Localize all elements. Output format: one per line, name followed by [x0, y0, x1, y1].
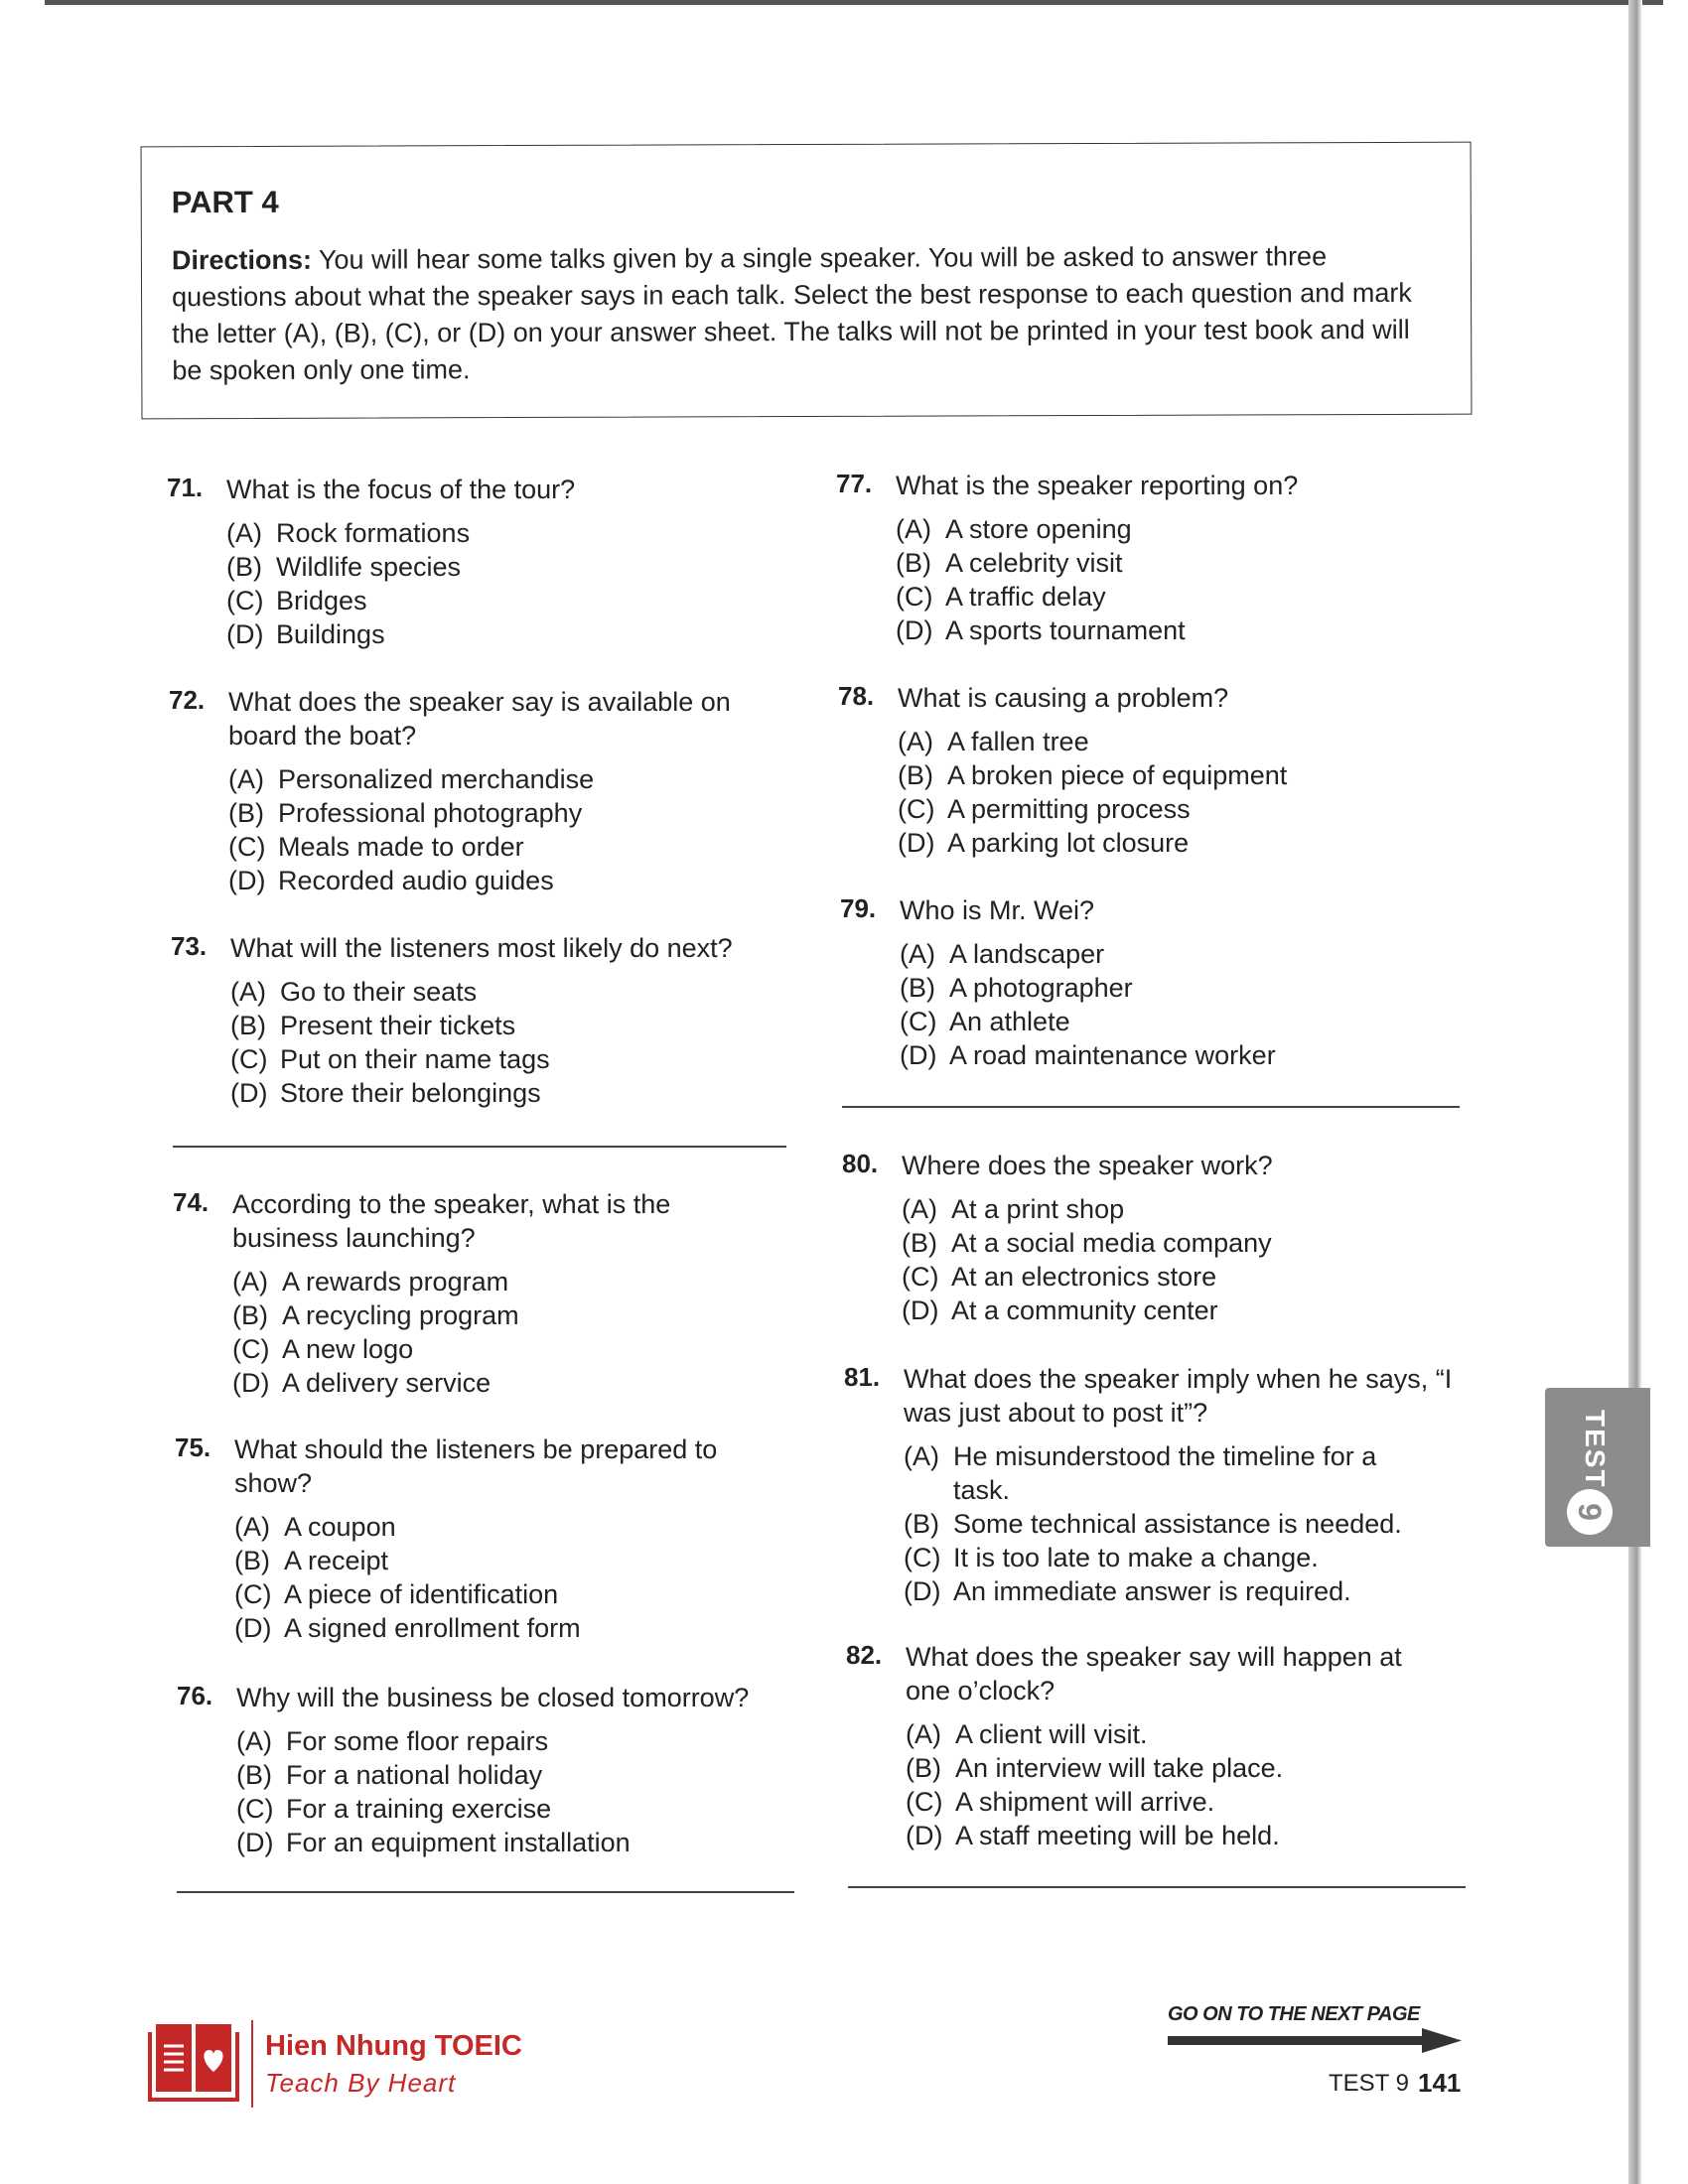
option-c: (C) Meals made to order [228, 832, 524, 862]
question-text: What is the speaker reporting on? [896, 471, 1299, 500]
option-list [896, 512, 1472, 647]
question-77 [836, 469, 1472, 647]
option-c: (C) A shipment will arrive. [906, 1787, 1215, 1817]
option-list [228, 762, 804, 897]
question-text: Who is Mr. Wei? [900, 895, 1095, 925]
option-b: (B) Present their tickets [230, 1011, 516, 1040]
footer-test-label: TEST 9 [1329, 2070, 1409, 2097]
option-a: (A) For some floor repairs [236, 1726, 549, 1756]
option-b: (B) Some technical assistance is needed. [904, 1509, 1402, 1539]
option-d: (D) A road maintenance worker [900, 1040, 1276, 1070]
option-b: (B) Professional photography [228, 798, 583, 828]
option-a: (A) A coupon [234, 1512, 396, 1542]
option-d: (D) Store their belongings [230, 1078, 541, 1108]
question-number: 82. [846, 1640, 883, 1670]
directions-label: Directions: [171, 244, 313, 276]
option-b: (B) Wildlife species [226, 552, 462, 582]
arrow-right-icon [1168, 2026, 1466, 2056]
question-number: 72. [169, 685, 206, 715]
section-divider [842, 1106, 1460, 1108]
question-81 [844, 1362, 1479, 1608]
question-74 [173, 1187, 808, 1400]
option-a: (A) A client will visit. [906, 1719, 1148, 1749]
option-d: (D) At a community center [902, 1296, 1218, 1325]
question-text: According to the speaker, what is the business launching? [232, 1189, 671, 1253]
option-c: (C) A piece of identification [234, 1579, 559, 1609]
question-number: 79. [840, 893, 877, 923]
question-73 [171, 931, 806, 1110]
directions-box [141, 142, 1473, 420]
option-c: (C) A traffic delay [896, 582, 1106, 612]
option-list [230, 975, 806, 1110]
option-d: (D) Recorded audio guides [228, 866, 554, 895]
option-b: (B) A photographer [900, 973, 1133, 1003]
question-number: 76. [177, 1681, 213, 1710]
directions-text [172, 238, 1438, 389]
question-number: 73. [171, 931, 208, 961]
question-text: What does the speaker imply when he says, “I was just about to post it”? [904, 1364, 1453, 1428]
option-a: (A) Personalized merchandise [228, 764, 595, 794]
question-72 [169, 685, 804, 897]
question-text: What will the listeners most likely do next? [230, 933, 733, 963]
option-b: (B) A celebrity visit [896, 548, 1123, 578]
section-divider [177, 1891, 794, 1893]
option-a: (A) Rock formations [226, 518, 471, 548]
option-a: (A) Go to their seats [230, 977, 478, 1007]
question-text: Why will the business be closed tomorrow? [236, 1683, 750, 1712]
question-text: What should the listeners be prepared to show? [234, 1434, 718, 1498]
question-text: Where does the speaker work? [902, 1151, 1273, 1180]
option-list [898, 725, 1474, 860]
question-text: What does the speaker say is available on board the boat? [228, 687, 731, 751]
option-a: (A) He misunderstood the timeline for a task. [904, 1441, 1377, 1505]
open-book-heart-icon [144, 2022, 243, 2106]
question-text: What is the focus of the tour? [226, 475, 576, 504]
option-c: (C) A permitting process [898, 794, 1191, 824]
option-a: (A) A landscaper [900, 939, 1105, 969]
option-a: (A) A rewards program [232, 1267, 509, 1297]
option-b: (B) A broken piece of equipment [898, 760, 1288, 790]
option-c: (C) A new logo [232, 1334, 414, 1364]
option-a: (A) A store opening [896, 514, 1132, 544]
option-d: (D) A signed enrollment form [234, 1613, 581, 1643]
option-c: (C) Put on their name tags [230, 1044, 550, 1074]
option-list [234, 1510, 810, 1645]
option-a: (A) At a print shop [902, 1194, 1125, 1224]
question-80 [842, 1149, 1477, 1327]
brand-tagline: Teach By Heart [265, 2068, 457, 2098]
question-text: What is causing a problem? [898, 683, 1229, 713]
tab-label: TEST [1580, 1410, 1611, 1489]
question-76 [177, 1681, 812, 1859]
option-d: (D) A parking lot closure [898, 828, 1190, 858]
option-list [232, 1265, 808, 1400]
question-number: 80. [842, 1149, 879, 1178]
option-d: (D) A delivery service [232, 1368, 492, 1398]
question-number: 78. [838, 681, 875, 711]
question-82 [846, 1640, 1481, 1852]
option-c: (C) At an electronics store [902, 1262, 1217, 1292]
logo-separator [251, 2020, 253, 2108]
question-78 [838, 681, 1474, 860]
option-b: (B) A receipt [234, 1546, 389, 1575]
option-c: (C) Bridges [226, 586, 367, 615]
next-page-text: GO ON TO THE NEXT PAGE [1168, 2003, 1420, 2025]
option-d: (D) A staff meeting will be held. [906, 1821, 1280, 1850]
option-d: (D) Buildings [226, 619, 385, 649]
option-b: (B) At a social media company [902, 1228, 1272, 1258]
option-list [902, 1192, 1477, 1327]
section-divider [848, 1886, 1466, 1888]
question-number: 74. [173, 1187, 210, 1217]
question-number: 71. [167, 473, 204, 502]
option-d: (D) A sports tournament [896, 615, 1186, 645]
option-d: (D) An immediate answer is required. [904, 1576, 1351, 1606]
top-rule [45, 0, 1663, 5]
question-79 [840, 893, 1476, 1072]
option-d: (D) For an equipment installation [236, 1828, 631, 1857]
option-list [904, 1439, 1479, 1608]
option-list [906, 1717, 1481, 1852]
part-title: PART 4 [171, 184, 279, 220]
test-side-tab [1545, 1388, 1650, 1547]
option-list [226, 516, 802, 651]
question-71 [167, 473, 802, 651]
option-b: (B) An interview will take place. [906, 1753, 1284, 1783]
option-b: (B) A recycling program [232, 1300, 519, 1330]
page-number: 141 [1418, 2068, 1462, 2098]
option-list [236, 1724, 812, 1859]
option-c: (C) For a training exercise [236, 1794, 552, 1824]
option-list [900, 937, 1476, 1072]
option-a: (A) A fallen tree [898, 727, 1089, 756]
option-c: (C) It is too late to make a change. [904, 1543, 1319, 1572]
directions-body: You will hear some talks given by a single speaker. You will be asked to answer three questions about what the speaker says in each talk. Select the best response to each question and mark the letter (A), (B), (C), or (D) on your answer sheet. The talks will not be printed in your test book and will be spoken only one time. [172, 241, 1412, 386]
brand-logo [144, 2020, 561, 2110]
tab-number: 9 [1567, 1489, 1613, 1535]
section-divider [173, 1146, 786, 1148]
question-number: 75. [175, 1433, 211, 1462]
option-b: (B) For a national holiday [236, 1760, 543, 1790]
page-edge-shadow [1628, 0, 1642, 2184]
next-page-indicator [1168, 2003, 1466, 2061]
option-c: (C) An athlete [900, 1007, 1070, 1036]
brand-name: Hien Nhung TOEIC [265, 2030, 522, 2062]
question-number: 81. [844, 1362, 881, 1392]
question-75 [175, 1433, 810, 1645]
question-number: 77. [836, 469, 873, 498]
question-text: What does the speaker say will happen at one o’clock? [906, 1642, 1402, 1706]
